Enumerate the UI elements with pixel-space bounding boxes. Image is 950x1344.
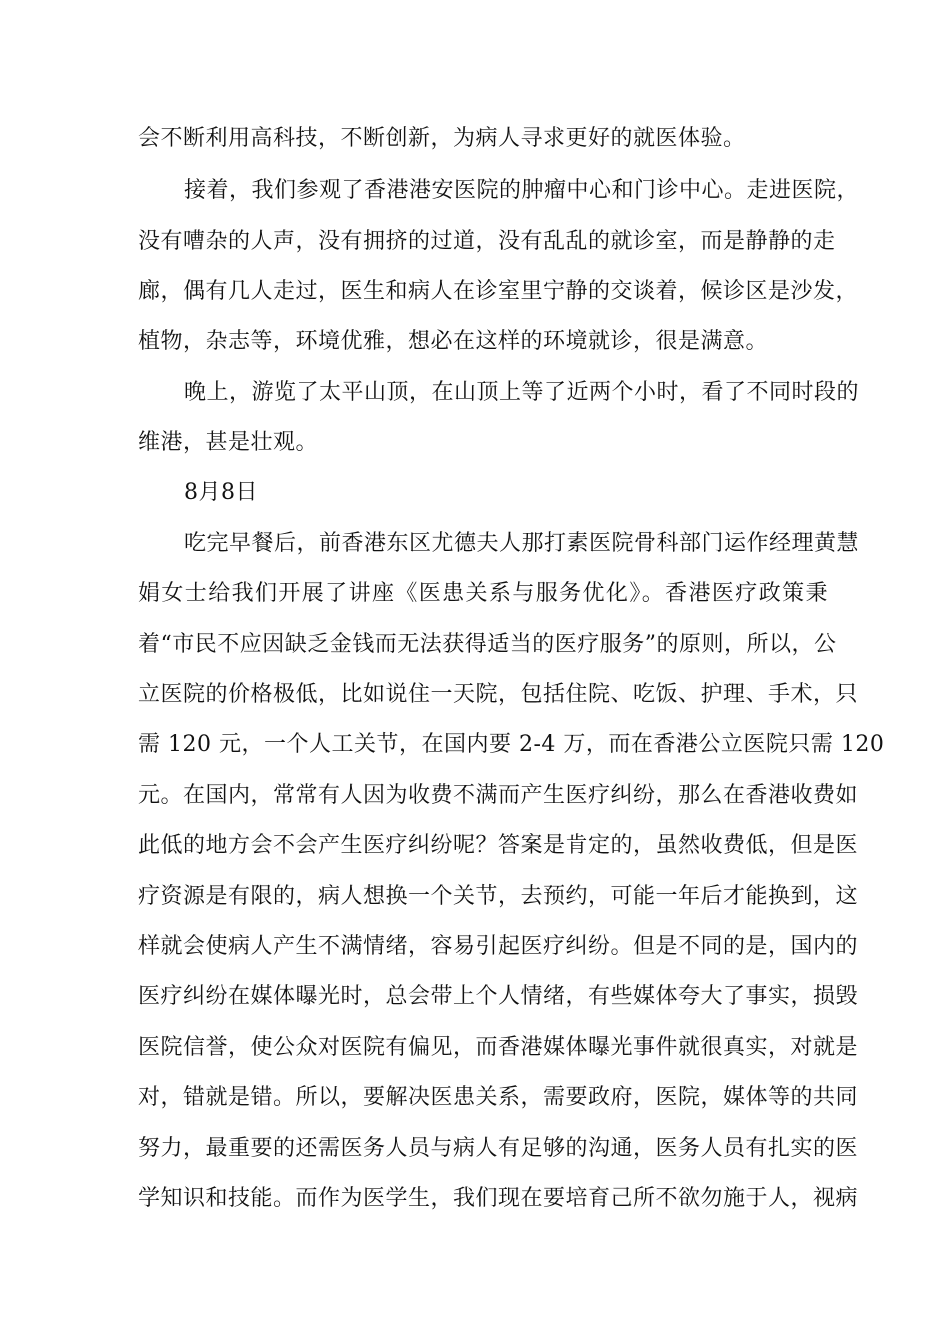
text-line: 廊，偶有几人走过，医生和病人在诊室里宁静的交谈着，候诊区是沙发， xyxy=(138,279,859,304)
text-line: 娟女士给我们开展了讲座《医患关系与服务优化》。香港医疗政策秉 xyxy=(138,581,828,606)
text-line: 元。在国内，常常有人因为收费不满而产生医疗纠纷，那么在香港收费如 xyxy=(138,783,859,808)
text-line: 需 120 元，一个人工关节，在国内要 2-4 万，而在香港公立医院只需 120 xyxy=(138,732,885,757)
paragraph-first-line: 接着，我们参观了香港港安医院的肿瘤中心和门诊中心。走进医院， xyxy=(184,178,860,203)
text-line: 医疗纠纷在媒体曝光时，总会带上个人情绪，有些媒体夸大了事实，损毁 xyxy=(138,984,859,1009)
text-line: 立医院的价格极低，比如说住一天院，包括住院、吃饭、护理、手术，只 xyxy=(138,682,859,707)
text-line: 没有嘈杂的人声，没有拥挤的过道，没有乱乱的就诊室，而是静静的走 xyxy=(138,229,836,254)
text-line: 植物，杂志等，环境优雅，想必在这样的环境就诊，很是满意。 xyxy=(138,329,769,354)
text-line: 学知识和技能。而作为医学生，我们现在要培育己所不欲勿施于人，视病 xyxy=(138,1186,859,1211)
paragraph-first-line: 吃完早餐后，前香港东区尤德夫人那打素医院骨科部门运作经理黄慧 xyxy=(184,531,860,556)
text-line: 对，错就是错。所以，要解决医患关系，需要政府，医院，媒体等的共同 xyxy=(138,1085,859,1110)
date-heading: 8月8日 xyxy=(184,480,258,505)
text-line: 疗资源是有限的，病人想换一个关节，去预约，可能一年后才能换到，这 xyxy=(138,884,859,909)
paragraph-first-line: 晚上，游览了太平山顶，在山顶上等了近两个小时，看了不同时段的 xyxy=(184,380,860,405)
text-line: 样就会使病人产生不满情绪，容易引起医疗纠纷。但是不同的是，国内的 xyxy=(138,934,859,959)
text-line: 医院信誉，使公众对医院有偏见，而香港媒体曝光事件就很真实，对就是 xyxy=(138,1035,859,1060)
text-line: 努力，最重要的还需医务人员与病人有足够的沟通，医务人员有扎实的医 xyxy=(138,1136,859,1161)
text-line: 维港，甚是壮观。 xyxy=(138,430,319,455)
text-line: 会不断利用高科技，不断创新，为病人寻求更好的就医体验。 xyxy=(138,126,746,151)
text-line: 此低的地方会不会产生医疗纠纷呢？答案是肯定的，虽然收费低，但是医 xyxy=(138,833,859,858)
text-line: 着“市民不应因缺乏金钱而无法获得适当的医疗服务”的原则，所以，公 xyxy=(138,632,837,657)
